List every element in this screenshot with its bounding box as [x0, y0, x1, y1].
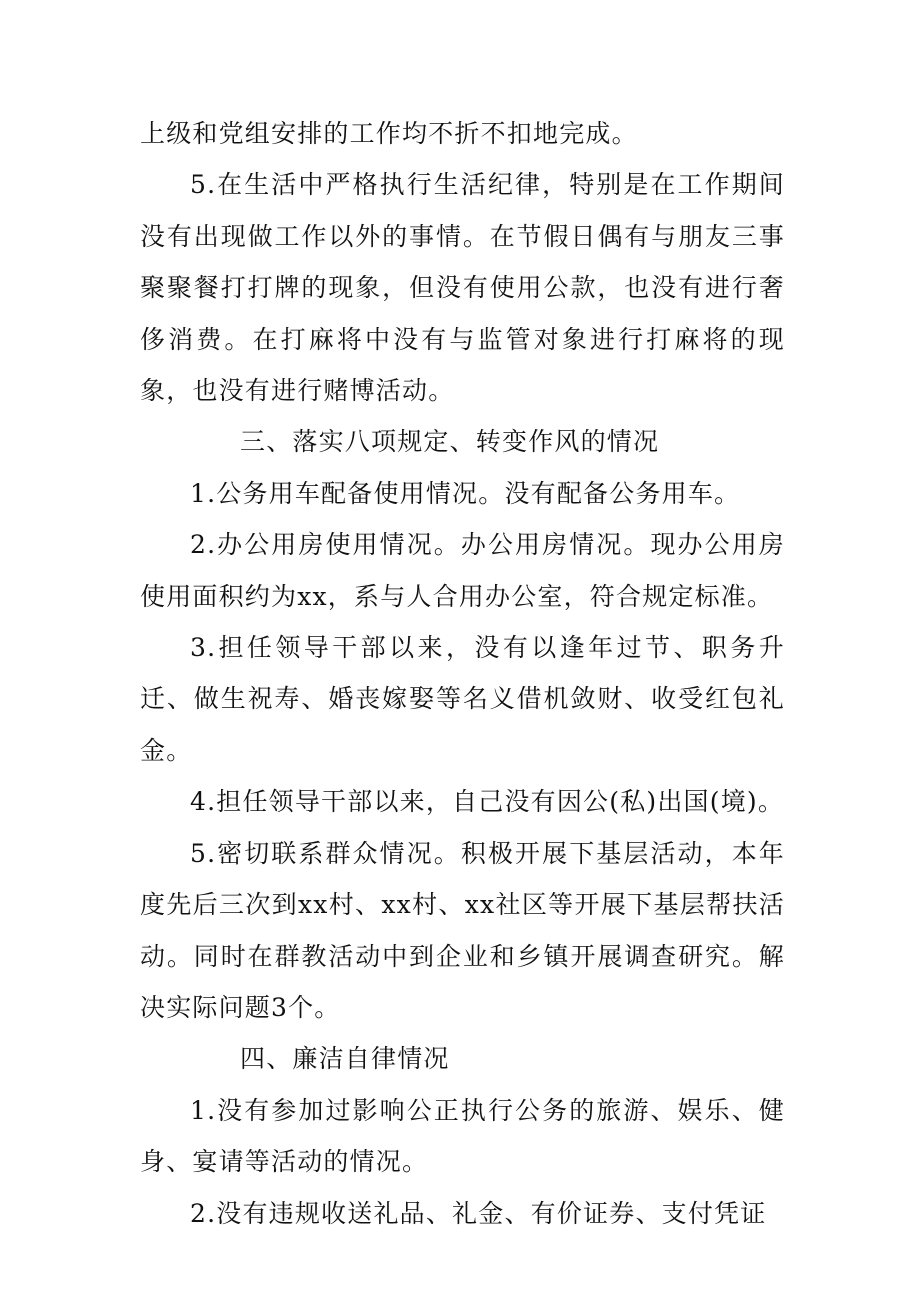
paragraph-item-2-office-space: 2.办公用房使用情况。办公用房情况。现办公用房使用面积约为xx，系与人合用办公室，符合规定标准。: [140, 530, 785, 611]
paragraph-continuation: 上级和党组安排的工作均不折不扣地完成。: [140, 119, 638, 148]
paragraph-item-2-no-gift-exchange: 2.没有违规收送礼品、礼金、有价证券、支付凭证: [190, 1198, 767, 1228]
paragraph-item-1-official-vehicle: 1.公务用车配备使用情况。没有配备公务用车。: [190, 478, 741, 508]
paragraph-item-3-no-gifts: 3.担任领导干部以来，没有以逢年过节、职务升迁、做生祝寿、婚丧嫁娶等名义借机敛财、收受红包礼金。: [140, 633, 785, 765]
section-heading-four: 四、廉洁自律情况: [240, 1044, 450, 1074]
paragraph-item-5-contact-masses: 5.密切联系群众情况。积极开展下基层活动，本年度先后三次到xx村、xx村、xx社区等开展下基层帮扶活动。同时在群教活动中到企业和乡镇开展调查研究。解决实际问题3个。: [140, 838, 785, 1022]
section-heading-three: 三、落实八项规定、转变作风的情况: [240, 427, 660, 457]
paragraph-item-5-life-discipline: 5.在生活中严格执行生活纪律，特别是在工作期间没有出现做工作以外的事情。在节假日偶有与朋友三事聚聚餐打打牌的现象，但没有使用公款，也没有进行奢侈消费。在打麻将中没有与监管对象进行打麻将的现象，也没有进行赌博活动。: [140, 170, 785, 406]
document-body: [140, 108, 785, 1239]
paragraph-item-1-no-entertainment: 1.没有参加过影响公正执行公务的旅游、娱乐、健身、宴请等活动的情况。: [140, 1095, 785, 1177]
paragraph-item-4-no-travel-abroad: 4.担任领导干部以来，自己没有因公(私)出国(境)。: [190, 787, 785, 817]
